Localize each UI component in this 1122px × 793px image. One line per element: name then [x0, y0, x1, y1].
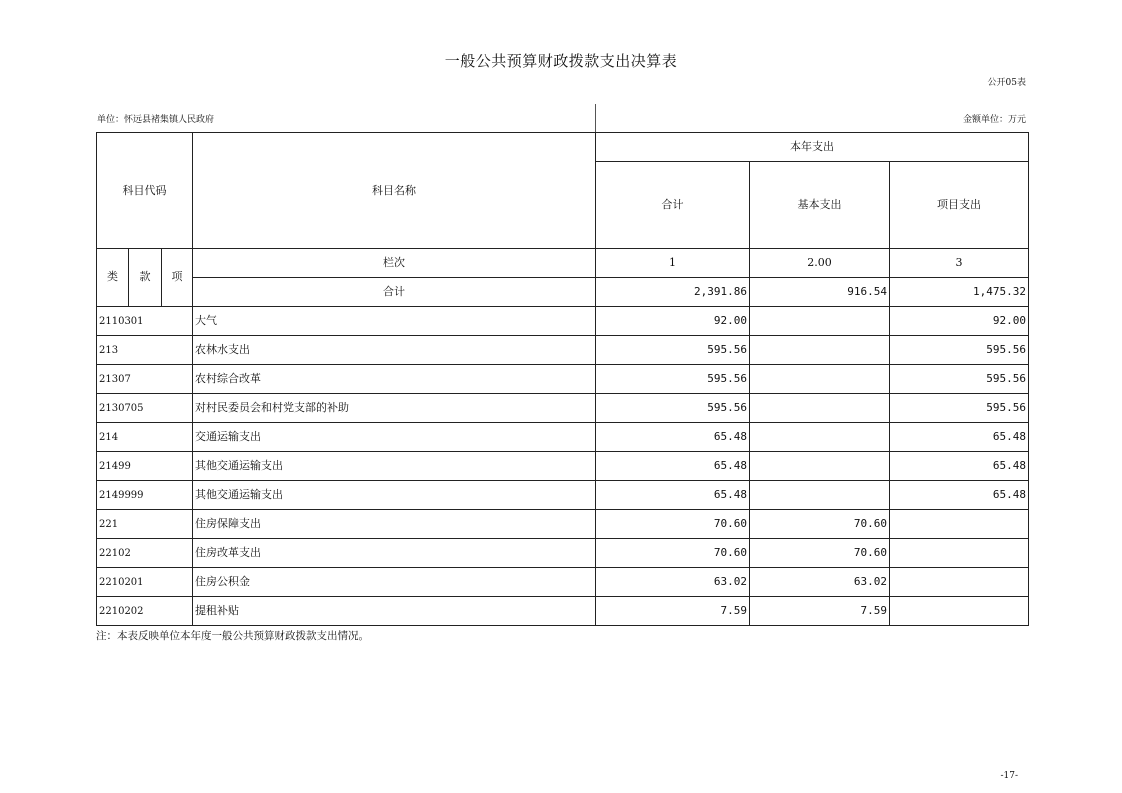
- row-project: 65.48: [890, 423, 1029, 452]
- page-number: -17-: [1000, 771, 1018, 781]
- row-name: 住房公积金: [193, 568, 596, 597]
- row-code: 21307: [97, 365, 193, 394]
- row-total: 65.48: [596, 452, 750, 481]
- row-total: 7.59: [596, 597, 750, 626]
- row-name: 交通运输支出: [193, 423, 596, 452]
- row-total: 70.60: [596, 539, 750, 568]
- header-current-year: 本年支出: [596, 133, 1029, 162]
- row-total: 65.48: [596, 423, 750, 452]
- summary-total: 2,391.86: [596, 278, 750, 307]
- header-divider: [595, 104, 596, 132]
- row-name: 提租补贴: [193, 597, 596, 626]
- row-code: 22102: [97, 539, 193, 568]
- row-basic: [750, 481, 890, 510]
- summary-basic: 916.54: [750, 278, 890, 307]
- row-code: 21499: [97, 452, 193, 481]
- row-code: 2210201: [97, 568, 193, 597]
- row-project: [890, 539, 1029, 568]
- row-basic: [750, 365, 890, 394]
- row-project: [890, 568, 1029, 597]
- row-basic: [750, 307, 890, 336]
- row-code: 2210202: [97, 597, 193, 626]
- header-kuan: 款: [129, 249, 162, 307]
- table-row: [97, 568, 1029, 597]
- table-row: [97, 394, 1029, 423]
- row-total: 595.56: [596, 394, 750, 423]
- row-total: 65.48: [596, 481, 750, 510]
- row-name: 大气: [193, 307, 596, 336]
- summary-project: 1,475.32: [890, 278, 1029, 307]
- row-basic: [750, 452, 890, 481]
- row-basic: 70.60: [750, 510, 890, 539]
- row-basic: [750, 423, 890, 452]
- unit-label: 单位：怀远县褚集镇人民政府: [97, 115, 215, 125]
- row-total: 63.02: [596, 568, 750, 597]
- row-name: 农村综合改革: [193, 365, 596, 394]
- row-name: 其他交通运输支出: [193, 452, 596, 481]
- row-total: 92.00: [596, 307, 750, 336]
- row-name: 农林水支出: [193, 336, 596, 365]
- row-code: 2110301: [97, 307, 193, 336]
- row-code: 2149999: [97, 481, 193, 510]
- row-basic: [750, 336, 890, 365]
- header-xiang: 项: [162, 249, 193, 307]
- row-project: 595.56: [890, 336, 1029, 365]
- row-code: 214: [97, 423, 193, 452]
- page-title: 一般公共预算财政拨款支出决算表: [444, 52, 678, 70]
- row-total: 595.56: [596, 336, 750, 365]
- row-basic: [750, 394, 890, 423]
- row-project: 65.48: [890, 481, 1029, 510]
- row-code: 221: [97, 510, 193, 539]
- amount-unit-label: 金额单位：万元: [962, 115, 1026, 125]
- row-project: 65.48: [890, 452, 1029, 481]
- table-row: [97, 365, 1029, 394]
- row-total: 595.56: [596, 365, 750, 394]
- form-code: 公开05表: [987, 78, 1026, 88]
- expenditure-table: [96, 132, 1029, 626]
- table-row: [97, 423, 1029, 452]
- row-name: 住房保障支出: [193, 510, 596, 539]
- header-subject-code: 科目代码: [97, 133, 193, 249]
- row-code: 213: [97, 336, 193, 365]
- row-total: 70.60: [596, 510, 750, 539]
- header-total: 合计: [596, 162, 750, 249]
- table-row: [97, 336, 1029, 365]
- row-basic: 7.59: [750, 597, 890, 626]
- table-row: [97, 597, 1029, 626]
- row-basic: 63.02: [750, 568, 890, 597]
- header-lei: 类: [97, 249, 129, 307]
- header-col-2: 2.00: [750, 249, 890, 278]
- row-name: 住房改革支出: [193, 539, 596, 568]
- row-project: 595.56: [890, 365, 1029, 394]
- table-row: [97, 307, 1029, 336]
- row-project: [890, 510, 1029, 539]
- row-project: [890, 597, 1029, 626]
- footnote: 注：本表反映单位本年度一般公共预算财政拨款支出情况。: [96, 630, 369, 642]
- table-row: [97, 539, 1029, 568]
- row-code: 2130705: [97, 394, 193, 423]
- header-col-1: 1: [596, 249, 750, 278]
- row-project: 92.00: [890, 307, 1029, 336]
- header-row-no: 栏次: [193, 249, 596, 278]
- header-subject-name: 科目名称: [193, 133, 596, 249]
- row-name: 其他交通运输支出: [193, 481, 596, 510]
- summary-label: 合计: [193, 278, 596, 307]
- row-basic: 70.60: [750, 539, 890, 568]
- table-row: [97, 510, 1029, 539]
- row-project: 595.56: [890, 394, 1029, 423]
- row-name: 对村民委员会和村党支部的补助: [193, 394, 596, 423]
- table-row: [97, 452, 1029, 481]
- table-row: [97, 481, 1029, 510]
- header-project: 项目支出: [890, 162, 1029, 249]
- header-basic: 基本支出: [750, 162, 890, 249]
- header-col-3: 3: [890, 249, 1029, 278]
